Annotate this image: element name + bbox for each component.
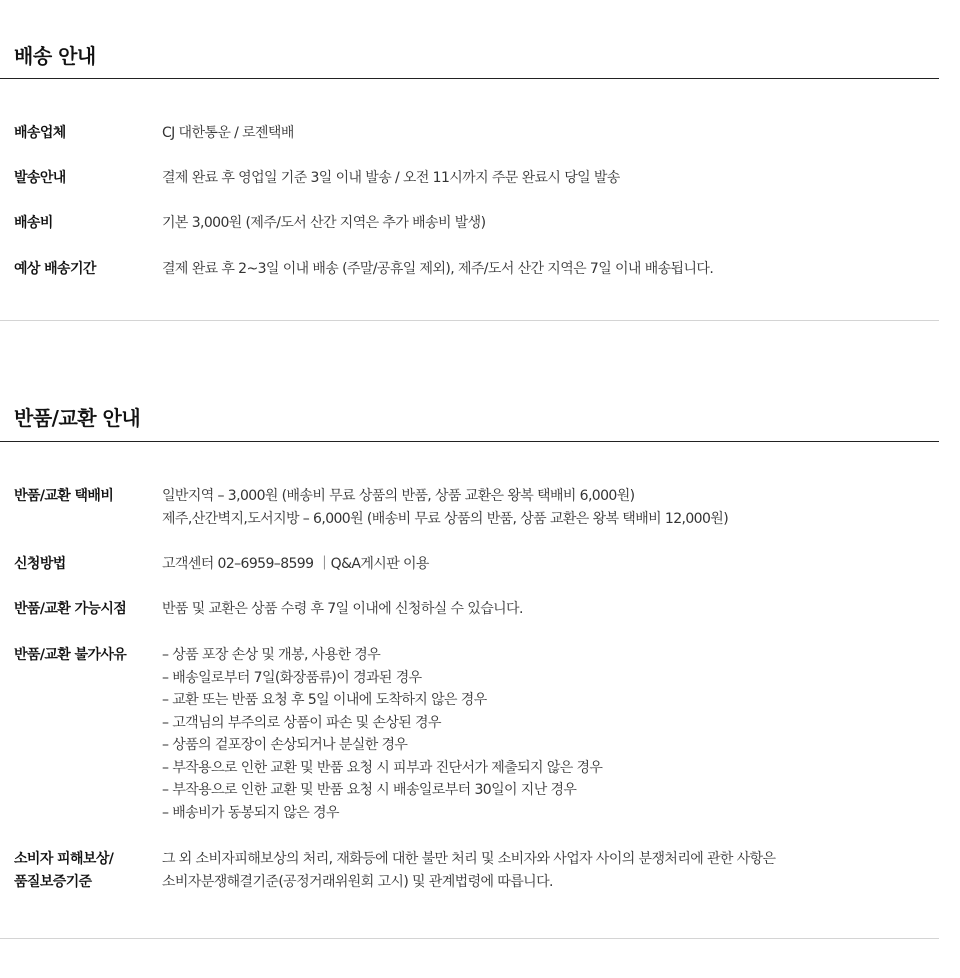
- returns-consumer-line: 소비자분쟁해결기준(공정거래위원회 고시) 및 관계법령에 따릅니다.: [162, 873, 553, 890]
- returns-method-value: 고객센터 02–6959–8599 ｜Q&A게시판 이용: [162, 556, 429, 572]
- returns-consumer-label: [14, 848, 154, 893]
- returns-not-allowed-label: 반품/교환 불가사유: [14, 647, 127, 663]
- shipping-fee-label: 배송비: [14, 215, 53, 231]
- shipping-section-title: 배송 안내: [14, 44, 96, 68]
- list-item: – 배송비가 동봉되지 않은 경우: [162, 804, 339, 821]
- shipping-dispatch-value: 결제 완료 후 영업일 기준 3일 이내 발송 / 오전 11시까지 주문 완료시 당일 발송: [162, 170, 620, 186]
- returns-consumer-line: 그 외 소비자피해보상의 처리, 재화등에 대한 불만 처리 및 소비자와 사업자 사이의 분쟁처리에 관한 사항은: [162, 851, 776, 867]
- list-item: – 부작용으로 인한 교환 및 반품 요청 시 배송일로부터 30일이 지난 경우: [162, 782, 577, 798]
- shipping-section-bottom-divider: [0, 320, 939, 321]
- returns-shipping-fee-line: 일반지역 – 3,000원 (배송비 무료 상품의 반품, 상품 교환은 왕복 택배비 6,000원): [162, 488, 635, 504]
- shipping-fee-value: 기본 3,000원 (제주/도서 산간 지역은 추가 배송비 발생): [162, 215, 486, 231]
- shipping-period-label: 예상 배송기간: [14, 261, 96, 277]
- returns-consumer-value: [162, 848, 932, 893]
- list-item: – 교환 또는 반품 요청 후 5일 이내에 도착하지 않은 경우: [162, 692, 487, 708]
- returns-not-allowed-list: [162, 644, 932, 824]
- returns-title-divider: [0, 441, 939, 442]
- returns-consumer-label-line: 소비자 피해보상/: [14, 851, 114, 867]
- list-item: – 상품 포장 손상 및 개봉, 사용한 경우: [162, 647, 381, 663]
- shipping-carrier-value: CJ 대한통운 / 로젠택배: [162, 125, 294, 141]
- returns-period-label: 반품/교환 가능시점: [14, 601, 127, 617]
- shipping-carrier-label: 배송업체: [14, 125, 66, 141]
- returns-section-bottom-divider: [0, 938, 939, 939]
- returns-consumer-label-line: 품질보증기준: [14, 873, 92, 890]
- list-item: – 배송일로부터 7일(화장품류)이 경과된 경우: [162, 669, 422, 686]
- list-item: – 상품의 겉포장이 손상되거나 분실한 경우: [162, 737, 408, 753]
- shipping-dispatch-label: 발송안내: [14, 170, 66, 186]
- list-item: – 부작용으로 인한 교환 및 반품 요청 시 피부과 진단서가 제출되지 않은 경우: [162, 759, 603, 776]
- returns-shipping-fee-label: 반품/교환 택배비: [14, 488, 114, 504]
- shipping-title-divider: [0, 78, 939, 79]
- returns-method-label: 신청방법: [14, 556, 66, 572]
- returns-section-title: 반품/교환 안내: [14, 406, 141, 430]
- returns-shipping-fee-value: [162, 485, 932, 530]
- shipping-period-value: 결제 완료 후 2~3일 이내 배송 (주말/공휴일 제외), 제주/도서 산간 지역은 7일 이내 배송됩니다.: [162, 261, 714, 277]
- returns-period-value: 반품 및 교환은 상품 수령 후 7일 이내에 신청하실 수 있습니다.: [162, 601, 523, 617]
- returns-shipping-fee-line: 제주,산간벽지,도서지방 – 6,000원 (배송비 무료 상품의 반품, 상품 교환은 왕복 택배비 12,000원): [162, 510, 729, 527]
- list-item: – 고객님의 부주의로 상품이 파손 및 손상된 경우: [162, 714, 441, 731]
